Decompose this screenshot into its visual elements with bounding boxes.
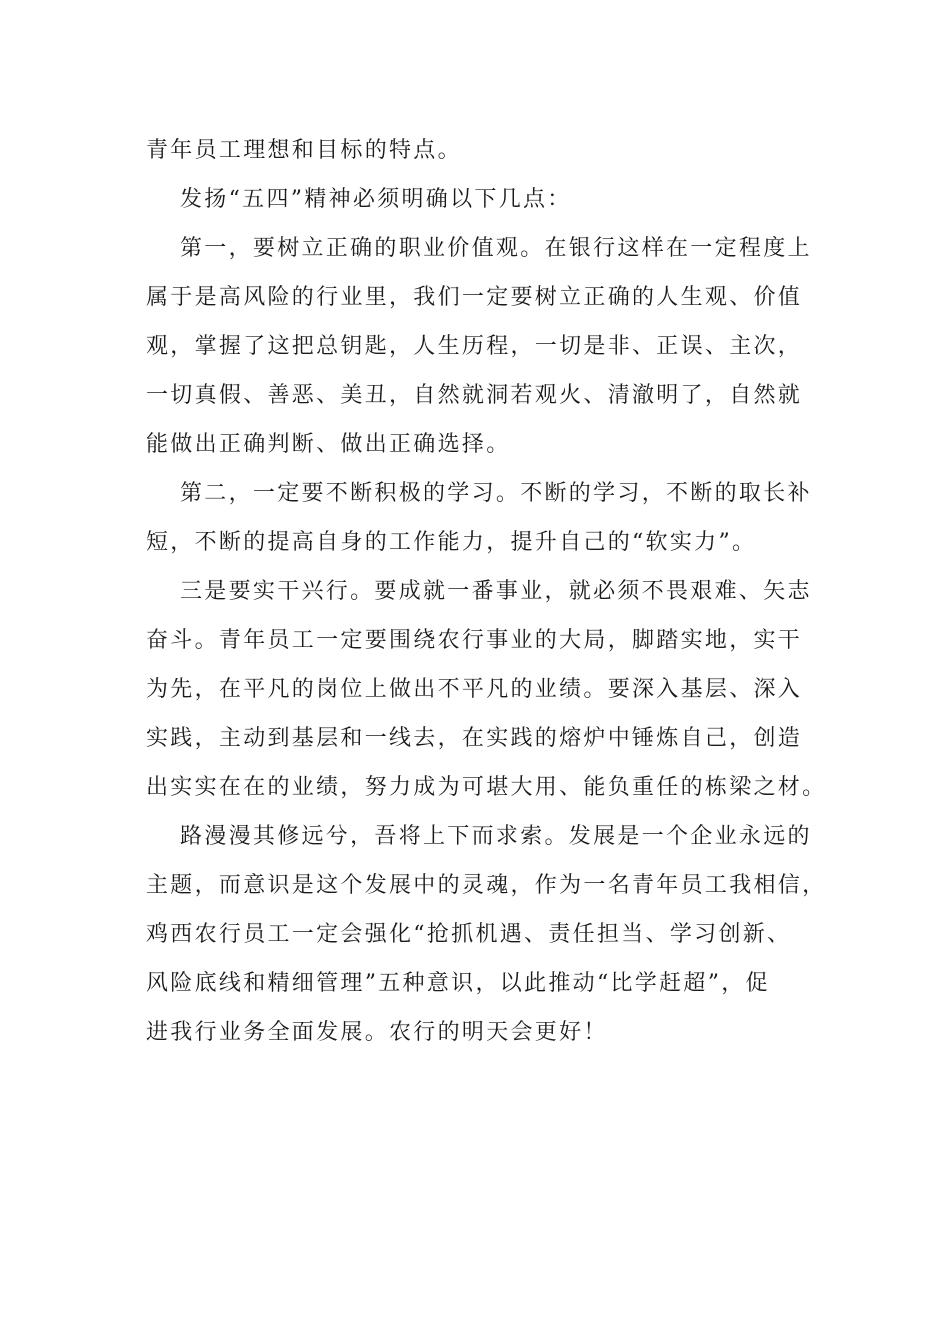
text-line: 能做出正确判断、做出正确选择。 xyxy=(146,432,511,457)
text-line: 奋斗。青年员工一定要围绕农行事业的大局，脚踏实地，实干 xyxy=(146,628,803,653)
text-line: 观，掌握了这把总钥匙，人生历程，一切是非、正误、主次， xyxy=(146,334,803,359)
text-line: 第二，一定要不断积极的学习。不断的学习，不断的取长补 xyxy=(180,481,812,506)
text-line: 主题，而意识是这个发展中的灵魂，作为一名青年员工我相信， xyxy=(146,873,827,898)
text-line: 一切真假、善恶、美丑，自然就洞若观火、清澈明了，自然就 xyxy=(146,383,803,408)
text-line: 属于是高风险的行业里，我们一定要树立正确的人生观、价值 xyxy=(146,285,803,310)
text-line: 第一，要树立正确的职业价值观。在银行这样在一定程度上 xyxy=(180,236,812,261)
text-line: 青年员工理想和目标的特点。 xyxy=(146,138,462,163)
text-line: 进我行业务全面发展。农行的明天会更好！ xyxy=(146,1020,608,1045)
text-line: 短，不断的提高自身的工作能力，提升自己的“软实力”。 xyxy=(146,530,757,555)
text-line: 发扬“五四”精神必须明确以下几点： xyxy=(180,187,572,212)
text-line: 风险底线和精细管理”五种意识，以此推动“比学赶超”，促 xyxy=(146,971,770,996)
text-line: 出实实在在的业绩，努力成为可堪大用、能负重任的栋梁之材。 xyxy=(146,775,827,800)
text-line: 路漫漫其修远兮，吾将上下而求索。发展是一个企业永远的 xyxy=(180,824,812,849)
text-line: 实践，主动到基层和一线去，在实践的熔炉中锤炼自己，创造 xyxy=(146,726,803,751)
text-line: 鸡西农行员工一定会强化“抢抓机遇、责任担当、学习创新、 xyxy=(146,922,792,947)
text-line: 三是要实干兴行。要成就一番事业，就必须不畏艰难、矢志 xyxy=(180,579,812,604)
text-line: 为先，在平凡的岗位上做出不平凡的业绩。要深入基层、深入 xyxy=(146,677,803,702)
document-body xyxy=(146,126,827,1057)
